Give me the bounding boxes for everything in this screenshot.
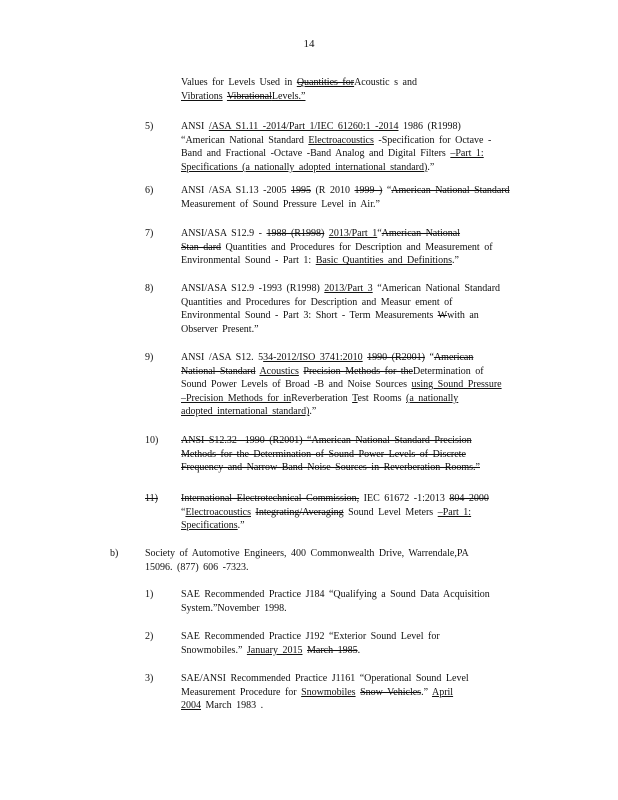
intro-paragraph: Values for Levels Used in Quantities forAcoustic s and Vibrations VibrationalLevels.”	[181, 77, 417, 102]
item-8-number: 8)	[145, 283, 154, 294]
item-7-text: ANSI/ASA S12.9 - 1988 (R1998) 2013/Part 1“American National Stan dard Quantities and Procedures for Description and Measurement of Environmental Sound - Part 1: Basic Quantities and Definitions.”	[181, 228, 493, 267]
item-5-text: ANSI /ASA S1.11 -2014/Part 1/IEC 61260:1 -2014 1986 (R1998) “American National Standard Electroacoustics -Specification for Octave - Band and Fractional -Octave -Band Analog and Digital Filters –Part 1: Specifications (a nationally adopted international standard).”	[181, 121, 492, 173]
item-9-number: 9)	[145, 352, 154, 363]
section-b-label: b)	[110, 548, 119, 559]
sae-item-3-text: SAE/ANSI Recommended Practice J1161 “Operational Sound Level Measurement Procedure for Snowmobiles Snow Vehicles.” April 2004 March 1983 .	[181, 673, 469, 712]
item-10-number: 10)	[145, 435, 159, 446]
section-b-text: Society of Automotive Engineers, 400 Commonwealth Drive, Warrendale,PA 15096. (877) 606 -7323.	[145, 548, 469, 573]
item-8-text: ANSI/ASA S12.9 -1993 (R1998) 2013/Part 3 “American National Standard Quantities and Procedures for Description and Measur ement of Environmental Sound - Part 3: Short - Term Measurements Wwith an Observer Present.”	[181, 283, 501, 335]
item-6-number: 6)	[145, 185, 154, 196]
sae-item-1-number: 1)	[145, 589, 154, 600]
item-10-text: ANSI S12.32 -1990 (R2001) “American National Standard Precision Methods for the Determination of Sound Power Levels of Discrete Frequency and Narrow Band Noise Sources in Reverberation Rooms.”	[181, 435, 480, 474]
sae-item-2-number: 2)	[145, 631, 154, 642]
page-number: 14	[303, 38, 315, 50]
sae-item-3-number: 3)	[145, 673, 154, 684]
item-7-number: 7)	[145, 228, 154, 239]
sae-item-1-text: SAE Recommended Practice J184 “Qualifying a Sound Data Acquisition System.”November 1998.	[181, 589, 490, 614]
item-11-number: 11)	[145, 493, 158, 504]
item-9-text: ANSI /ASA S12. 534-2012/ISO 3741:2010 1990 (R2001) “American National Standard Acoustics Precision Methods for theDetermination of Sound Power Levels of Broad -B and Noise Sources using Sound Pressure –Precision Methods for inReverberation Test Rooms (a nationally adopted international standard).”	[181, 352, 502, 418]
item-6-text: ANSI /ASA S1.13 -2005 1995 (R 2010 1999 ) “American National Standard Measurement of Sound Pressure Level in Air.”	[181, 185, 510, 210]
sae-item-2-text: SAE Recommended Practice J192 “Exterior Sound Level for Snowmobiles.” January 2015 March 1985.	[181, 631, 440, 656]
item-11-text: International Electrotechnical Commission, IEC 61672 -1:2013 804 2000 “Electroacoustics Integrating/Averaging Sound Level Meters –Part 1: Specifications.”	[181, 493, 489, 532]
item-5-number: 5)	[145, 121, 154, 132]
